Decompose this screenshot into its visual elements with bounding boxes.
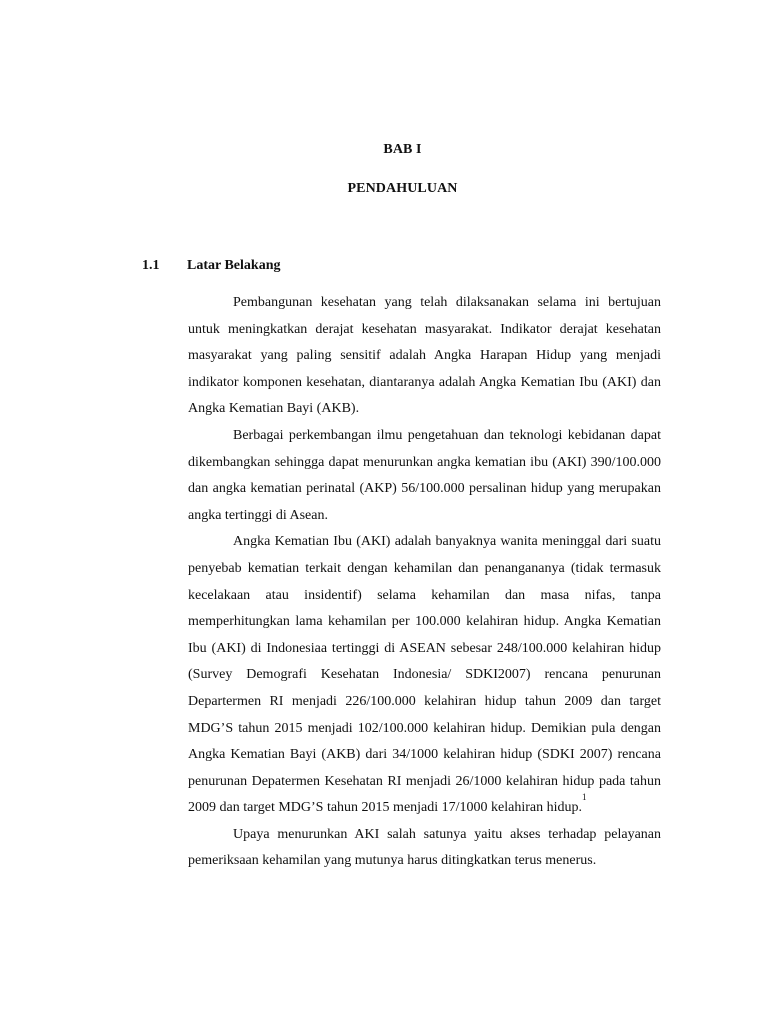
paragraph-upaya: Upaya menurunkan AKI salah satunya yaitu akses terhadap pelayanan pemeriksaan kehamilan yang mutunya harus ditingkatkan terus menerus. (188, 826, 661, 869)
chapter-title: PENDAHULUAN (347, 181, 458, 196)
chapter-number: BAB I (383, 142, 422, 157)
footnote-reference: 1 (582, 791, 587, 802)
paragraph-perkembangan: Berbagai perkembangan ilmu pengetahuan dan teknologi kebidanan dapat dikembangkan sehingga dapat menurunkan angka kematian ibu (AKI) 390/100.000 dan angka kematian perinatal (AKP) 56/100.000 persalinan hidup yang merupakan angka tertinggi di Asean. (188, 427, 661, 523)
paragraph-aki-text: Angka Kematian Ibu (AKI) adalah banyaknya wanita meninggal dari suatu penyebab kematian terkait dengan kehamilan dan penangananya (tidak termasuk kecelakaan atau insidentif) selama kehamilan dan masa nifas, tanpa memperhitungkan lama kehamilan per 100.000 kelahiran hidup. Angka Kematian Ibu (AKI) di Indonesiaa tertinggi di ASEAN sebesar 248/100.000 kelahiran hidup (Survey Demografi Kesehatan Indonesia/ SDKI2007) rencana penurunan Departermen RI menjadi 226/100.000 kelahiran hidup tahun 2009 dan target MDG’S tahun 2015 menjadi 102/100.000 kelahiran hidup. Demikian pula dengan Angka Kematian Bayi (AKB) dari 34/1000 kelahiran hidup (SDKI 2007) rencana penurunan Depatermen Kesehatan RI menjadi 26/1000 kelahiran hidup pada tahun 2009 dan target MDG’S tahun 2015 menjadi 17/1000 kelahiran hidup. (188, 534, 661, 816)
section-number: 1.1 (142, 258, 160, 273)
paragraph-pembangunan: Pembangunan kesehatan yang telah dilaksanakan selama ini bertujuan untuk meningkatkan derajat kesehatan masyarakat. Indikator derajat kesehatan masyarakat yang paling sensitif adalah Angka Harapan Hidup yang menjadi indikator komponen kesehatan, diantaranya adalah Angka Kematian Ibu (AKI) dan Angka Kematian Bayi (AKB). (188, 295, 661, 417)
paragraph-aki-definition (188, 529, 661, 822)
section-title: Latar Belakang (187, 258, 281, 273)
section-heading (142, 258, 280, 274)
body-text (188, 290, 661, 875)
